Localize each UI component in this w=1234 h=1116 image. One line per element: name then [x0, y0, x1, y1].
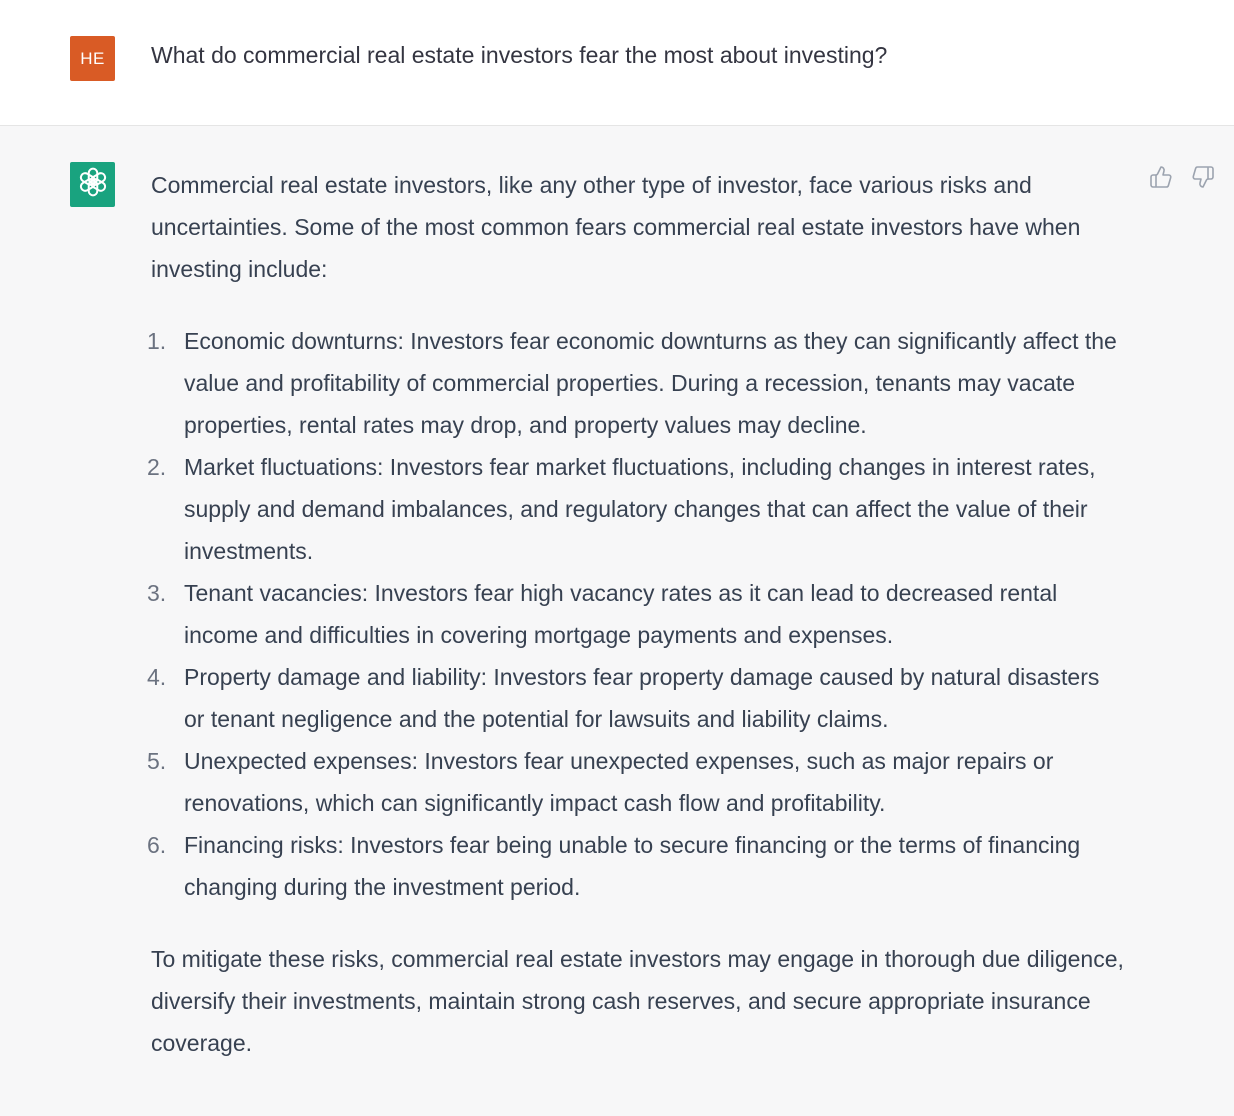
list-item-number: 3. [147, 580, 167, 606]
list-item-text: Financing risks: Investors fear being unable to secure financing or the terms of financing changing during the investment period. [184, 832, 1081, 900]
thumbs-up-button[interactable] [1148, 166, 1174, 192]
assistant-intro-paragraph: Commercial real estate investors, like any other type of investor, face various risks and uncertainties. Some of the most common fears commercial real estate investors have when investing include: [151, 172, 1081, 282]
feedback-buttons [1148, 166, 1216, 192]
user-message-text: What do commercial real estate investors fear the most about investing? [151, 42, 888, 68]
list-item-text: Market fluctuations: Investors fear market fluctuations, including changes in interest rates, supply and demand imbalances, and regulatory changes that can affect the value of their investments. [184, 454, 1096, 564]
assistant-conclusion-paragraph: To mitigate these risks, commercial real estate investors may engage in thorough due diligence, diversify their investments, maintain strong cash reserves, and secure appropriate insurance coverage. [151, 946, 1124, 1056]
list-item-number: 6. [147, 832, 167, 858]
list-item-number: 1. [147, 328, 167, 354]
list-item-text: Economic downturns: Investors fear economic downturns as they can significantly affect the value and profitability of commercial properties. During a recession, tenants may vacate properties, rental rates may drop, and property values may decline. [184, 328, 1117, 438]
assistant-avatar [70, 162, 115, 207]
assistant-message-content [147, 164, 1126, 1064]
list-item [147, 824, 1126, 908]
list-item-text: Tenant vacancies: Investors fear high vacancy rates as it can lead to decreased rental income and difficulties in covering mortgage payments and expenses. [184, 580, 1058, 648]
thumbs-up-icon [1149, 165, 1173, 194]
list-item-number: 2. [147, 454, 167, 480]
list-item [147, 572, 1126, 656]
list-item-number: 5. [147, 748, 167, 774]
list-item [147, 320, 1126, 446]
list-item [147, 740, 1126, 824]
assistant-message-row [0, 126, 1234, 1116]
thumbs-down-button[interactable] [1190, 166, 1216, 192]
fears-list [147, 320, 1126, 908]
list-item-text: Unexpected expenses: Investors fear unexpected expenses, such as major repairs or renovations, which can significantly impact cash flow and profitability. [184, 748, 1054, 816]
user-message-row [0, 0, 1234, 126]
user-avatar-initials: HE [80, 48, 105, 68]
thumbs-down-icon [1191, 165, 1215, 194]
list-item [147, 656, 1126, 740]
list-item-number: 4. [147, 664, 167, 690]
user-avatar [70, 36, 115, 81]
openai-logo-icon [77, 166, 109, 203]
list-item-text: Property damage and liability: Investors fear property damage caused by natural disasters or tenant negligence and the potential for lawsuits and liability claims. [184, 664, 1100, 732]
list-item [147, 446, 1126, 572]
